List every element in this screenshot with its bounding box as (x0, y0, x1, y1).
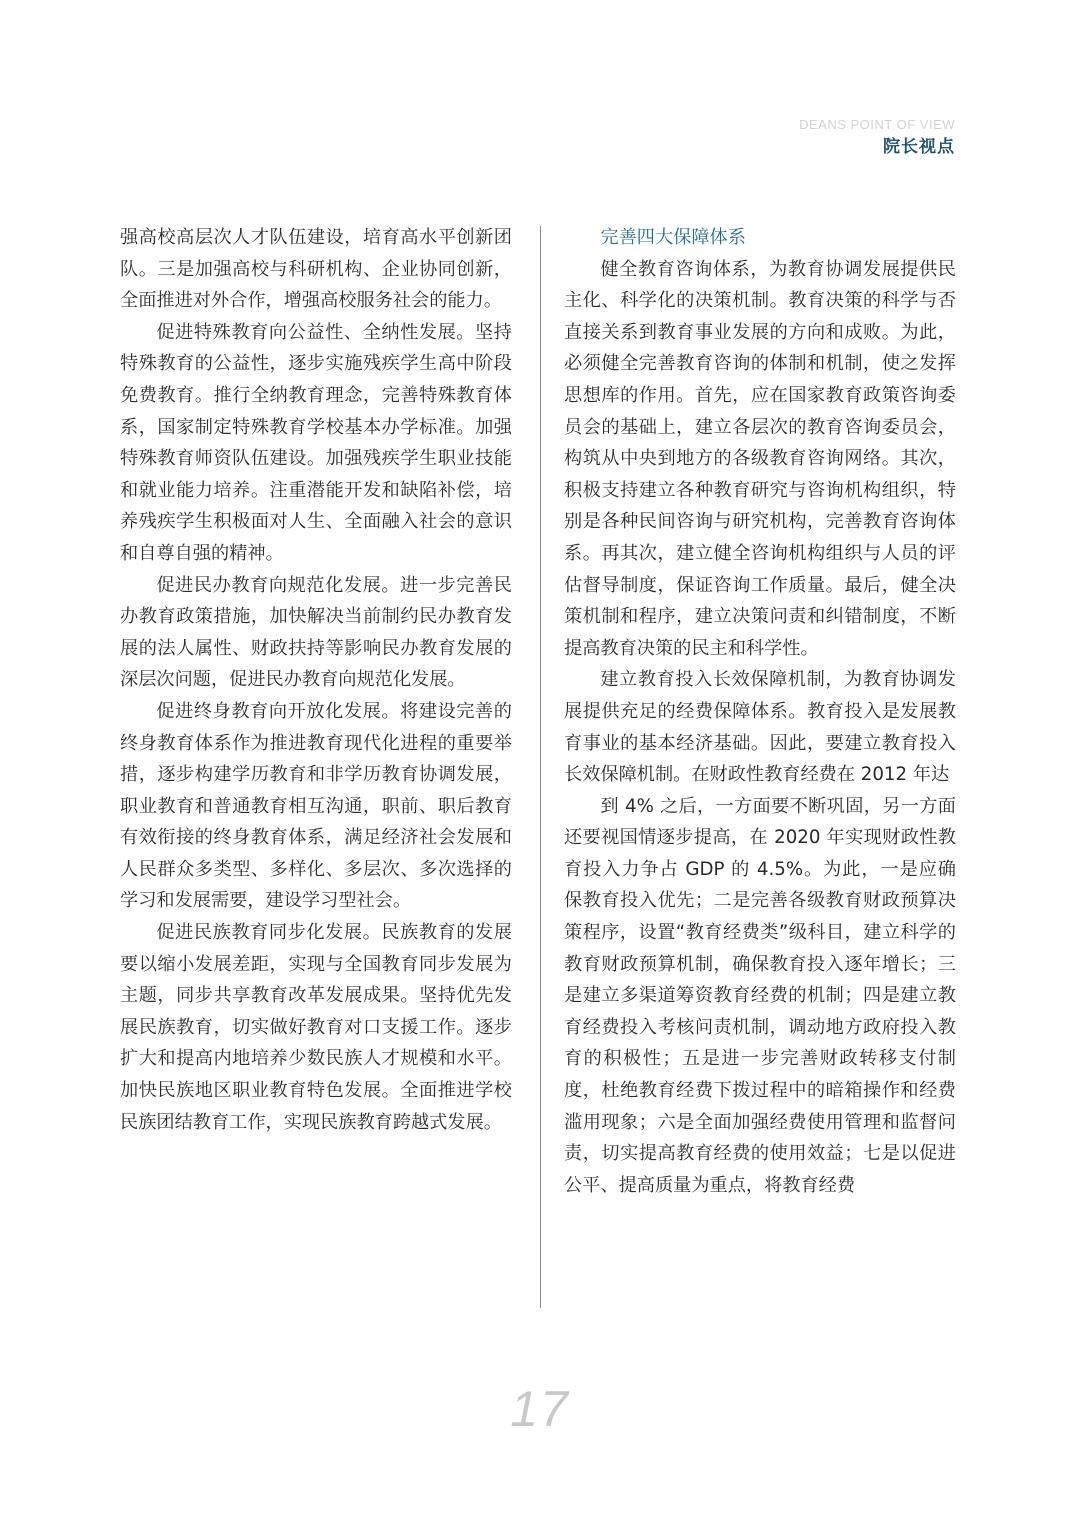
header-chinese-title: 院长视点 (883, 137, 955, 157)
left-paragraph-5: 促进民族教育同步化发展。民族教育的发展要以缩小发展差距，实现与全国教育同步发展为主题，同步共享教育改革发展成果。坚持优先发展民族教育，切实做好教育对口支援工作。逐步扩大和提高内地培养少数民族人才规模和水平。加快民族地区职业教育特色发展。全面推进学校民族团结教育工作，实现民族教育跨越式发展。 (120, 922, 512, 1133)
right-paragraph-3: 到 4% 之后，一方面要不断巩固，另一方面还要视国情逐步提高，在 2020 年实现财政性教育投入力争占 GDP 的 4.5%。为此，一是应确保教育投入优先；二是完善各级教育财政预算决策程序，设置“教育经费类”级科目，建立科学的教育财政预算机制，确保教育投入逐年增长；三是建立多渠道筹资教育经费的机制；四是建立教育经费投入考核问责机制，调动地方政府投入教育的积极性；五是进一步完善财政转移支付制度，杜绝教育经费下拨过程中的暗箱操作和经费滥用现象；六是全面加强经费使用管理和监督问责，切实提高教育经费的使用效益；七是以促进公平、提高质量为重点，将教育经费 (564, 795, 956, 1196)
right-column (564, 222, 956, 1201)
left-paragraph-1: 强高校高层次人才队伍建设，培育高水平创新团队。三是加强高校与科研机构、企业协同创新，全面推进对外合作，增强高校服务社会的能力。 (120, 227, 512, 312)
page-number: 17 (510, 1381, 570, 1437)
section-title: 完善四大保障体系 (600, 227, 746, 248)
left-column (120, 222, 512, 1138)
header-english-title: DEANS POINT OF VIEW (799, 117, 955, 132)
left-paragraph-4: 促进终身教育向开放化发展。将建设完善的终身教育体系作为推进教育现代化进程的重要举措，逐步构建学历教育和非学历教育协调发展，职业教育和普通教育相互沟通，职前、职后教育有效衔接的终身教育体系，满足经济社会发展和人民群众多类型、多样化、多层次、多次选择的学习和发展需要，建设学习型社会。 (120, 700, 512, 912)
right-paragraph-1: 健全教育咨询体系，为教育协调发展提供民主化、科学化的决策机制。教育决策的科学与否直接关系到教育事业发展的方向和成败。为此，必须健全完善教育咨询的体制和机制，使之发挥思想库的作用。首先，应在国家教育政策咨询委员会的基础上，建立各层次的教育咨询委员会，构筑从中央到地方的各级教育咨询网络。其次，积极支持建立各种教育研究与咨询机构组织，特别是各种民间咨询与研究机构，完善教育咨询体系。再其次，建立健全咨询机构组织与人员的评估督导制度，保证咨询工作质量。最后，健全决策机制和程序，建立决策问责和纠错制度，不断提高教育决策的民主和科学性。 (564, 258, 956, 659)
left-paragraph-2: 促进特殊教育向公益性、全纳性发展。坚持特殊教育的公益性，逐步实施残疾学生高中阶段免费教育。推行全纳教育理念，完善特殊教育体系，国家制定特殊教育学校基本办学标准。加强特殊教育师资队伍建设。加强残疾学生职业技能和就业能力培养。注重潜能开发和缺陷补偿，培养残疾学生积极面对人生、全面融入社会的意识和自尊自强的精神。 (120, 321, 512, 564)
right-paragraph-2: 建立教育投入长效保障机制，为教育协调发展提供充足的经费保障体系。教育投入是发展教育事业的基本经济基础。因此，要建立教育投入长效保障机制。在财政性教育经费在 2012 年达 (564, 669, 956, 786)
left-paragraph-3: 促进民办教育向规范化发展。进一步完善民办教育政策措施，加快解决当前制约民办教育发展的法人属性、财政扶持等影响民办教育发展的深层次问题，促进民办教育向规范化发展。 (120, 574, 512, 691)
column-divider (540, 226, 541, 1308)
running-header (799, 116, 955, 159)
